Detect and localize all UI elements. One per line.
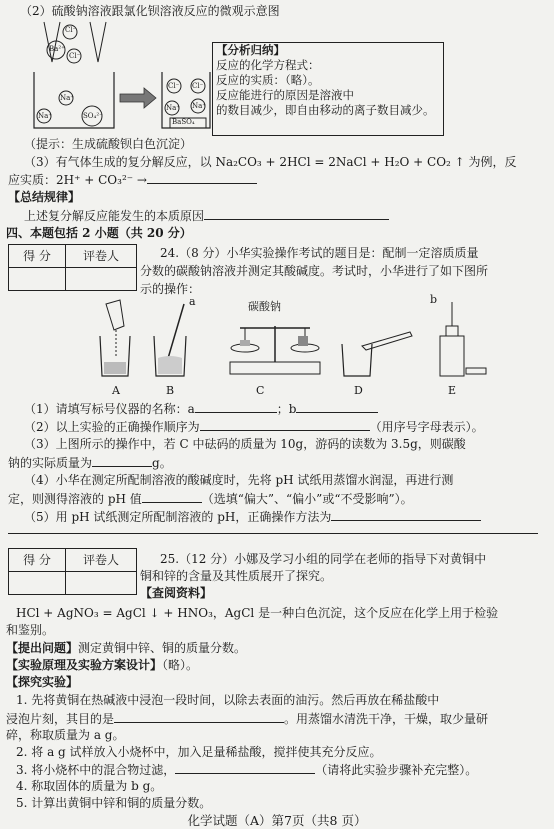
hint-text: （提示：生成硫酸钡白色沉淀） (24, 137, 193, 151)
q24-p5 (24, 509, 481, 524)
q24-intro: 分数的碳酸钠溶液并测定其酸碱度。考试时，小华进行了如下图所 (140, 264, 489, 278)
score-cell: 得 分 (8, 548, 66, 572)
q24-p4b (8, 491, 413, 506)
ion-label: SO₄²⁻ (83, 112, 103, 120)
q24-p3-text: 钠的实际质量为 (8, 456, 93, 470)
ion-label: Cl⁻ (168, 82, 180, 90)
answer-blank[interactable] (195, 401, 277, 413)
step-1c: 碎，称取质量为 a g。 (6, 728, 125, 742)
reviewer-cell: 评卷人 (65, 548, 137, 572)
step-2: 2. 将 a g 试样放入小烧杯中，加入足量稀盐酸，搅拌使其充分反应。 (16, 745, 382, 759)
q24-p2 (24, 419, 484, 434)
ion-label: Na⁺ (166, 104, 180, 112)
step-1b (6, 711, 488, 726)
reviewer-blank[interactable] (65, 571, 137, 595)
step-text: （请将此实验步骤补充完整）。 (315, 763, 478, 777)
q3-line2 (8, 172, 257, 187)
q24-intro: 24.（8 分）小华实验操作考试的题目是：配制一定溶质质量 (160, 246, 479, 260)
figure-label: E (448, 384, 457, 397)
answer-blank[interactable] (92, 455, 152, 467)
answer-blank[interactable] (204, 208, 389, 220)
explore-title: 【探究实验】 (6, 675, 79, 689)
q24-p3-text: g。 (152, 456, 172, 470)
answer-line[interactable] (8, 533, 538, 534)
info-title: 【查阅资料】 (140, 586, 213, 600)
score-blank[interactable] (8, 267, 66, 291)
q25-intro: 铜和锌的含量及其性质展开了探究。 (140, 569, 333, 583)
reviewer-cell: 评卷人 (65, 244, 137, 268)
q24-p1-text: （1）请填写标号仪器的名称：a (24, 402, 195, 416)
summary-line (24, 208, 389, 223)
analysis-line: 反应的化学方程式： (216, 58, 320, 72)
answer-blank[interactable] (175, 762, 315, 774)
info-line: HCl + AgNO₃ = AgCl ↓ + HNO₃，AgCl 是一种白色沉淀，这个反应在化学上用于检验 (16, 606, 499, 620)
page-footer: 化学试题（A）第7页（共8 页） (187, 813, 367, 828)
answer-blank[interactable] (200, 419, 370, 431)
info-line: 和鉴别。 (6, 623, 55, 637)
sodium-carbonate-label: 碳酸钠 (248, 300, 281, 313)
apparatus-figure (80, 296, 500, 386)
tag-b: b (430, 293, 438, 306)
reviewer-blank[interactable] (65, 267, 137, 291)
answer-blank[interactable] (142, 491, 202, 503)
figure-label: A (112, 384, 120, 397)
step-3 (16, 762, 477, 777)
question-text: 测定黄铜中锌、铜的质量分数。 (78, 641, 247, 655)
q24-p5-text: （5）用 pH 试纸测定所配制溶液的 pH，正确操作方法为 (24, 510, 332, 524)
q24-p1 (24, 401, 378, 416)
q24-p2-text: （2）以上实验的正确操作顺序为 (24, 420, 200, 434)
ion-label: Na⁺ (38, 112, 52, 120)
analysis-box (212, 42, 444, 136)
answer-blank[interactable] (296, 401, 378, 413)
question-label: 【提出问题】 (6, 641, 79, 655)
q24-intro: 示的操作： (140, 282, 201, 296)
principle-line (6, 658, 198, 672)
answer-blank[interactable] (114, 711, 284, 723)
step-1: 1. 先将黄铜在热碱液中浸泡一段时间，以除去表面的油污。然后再放在稀盐酸中 (16, 693, 440, 707)
analysis-line: 的数目减少，即自由移动的离子数目减少。 (216, 103, 435, 117)
q24-p1-text: ；b (276, 402, 297, 416)
q24-p2-text: （用序号字母表示）。 (369, 420, 484, 434)
q24-p4: （4）小华在测定所配制溶液的酸碱度时，先将 pH 试纸用蒸馏水润湿，再进行测 (24, 473, 454, 487)
step-text: 3. 将小烧杯中的混合物过滤， (16, 763, 176, 777)
q25-intro: 25.（12 分）小娜及学习小组的同学在老师的指导下对黄铜中 (160, 552, 487, 566)
q24-p4-text: （选填“偏大”、“偏小”或“不受影响”）。 (201, 492, 413, 506)
ion-label: Cl⁻ (65, 26, 77, 34)
score-blank[interactable] (8, 571, 66, 595)
principle-text: （略）。 (162, 658, 199, 672)
step-5: 5. 计算出黄铜中锌和铜的质量分数。 (16, 796, 212, 810)
answer-blank[interactable] (147, 172, 257, 184)
section-title: 四、本题包括 2 小题（共 20 分） (6, 226, 192, 240)
q3-text: 应实质：2H⁺ + CO₃²⁻ → (8, 173, 147, 187)
analysis-line: 反应能进行的原因是溶液中 (216, 88, 354, 102)
tag-a: a (189, 295, 196, 308)
figure-label: C (256, 384, 265, 397)
figure-label: D (354, 384, 363, 397)
ion-label: Ba²⁺ (49, 45, 65, 53)
q24-p3: （3）上图所示的操作中，若 C 中砝码的质量为 10g，游码的读数为 3.5g，则碳酸 (24, 437, 466, 451)
ion-label: Cl⁻ (69, 52, 81, 60)
figure-label: B (166, 384, 175, 397)
step-text: 浸泡片刻，其目的是 (6, 712, 115, 726)
analysis-title: 【分析归纳】 (216, 43, 285, 57)
q24-p4-text: 定，则测得溶液的 pH 值 (8, 492, 142, 506)
ion-label: Na⁺ (60, 94, 74, 102)
step-4: 4. 称取固体的质量为 b g。 (16, 779, 163, 793)
ion-label: Na⁺ (192, 102, 206, 110)
ion-label: Cl⁻ (192, 82, 204, 90)
q2-heading: （2）硫酸钠溶液跟氯化钡溶液反应的微观示意图 (20, 4, 280, 18)
principle-label: 【实验原理及实验方案设计】 (6, 658, 163, 672)
q24-p3b (8, 455, 172, 470)
summary-title: 【总结规律】 (8, 190, 81, 204)
score-cell: 得 分 (8, 244, 66, 268)
step-text: 。用蒸馏水清洗干净，干燥，取少量研 (284, 712, 489, 726)
q3-line1: （3）有气体生成的复分解反应，以 Na₂CO₃ + 2HCl = 2NaCl + H₂O + CO₂ ↑ 为例，反 (24, 155, 517, 169)
analysis-line: 反应的实质：（略）。 (216, 73, 320, 87)
summary-text: 上述复分解反应能发生的本质原因 (24, 209, 205, 223)
ion-label: BaSO₄ (172, 118, 195, 126)
answer-blank[interactable] (331, 509, 481, 521)
question-line (6, 641, 246, 655)
